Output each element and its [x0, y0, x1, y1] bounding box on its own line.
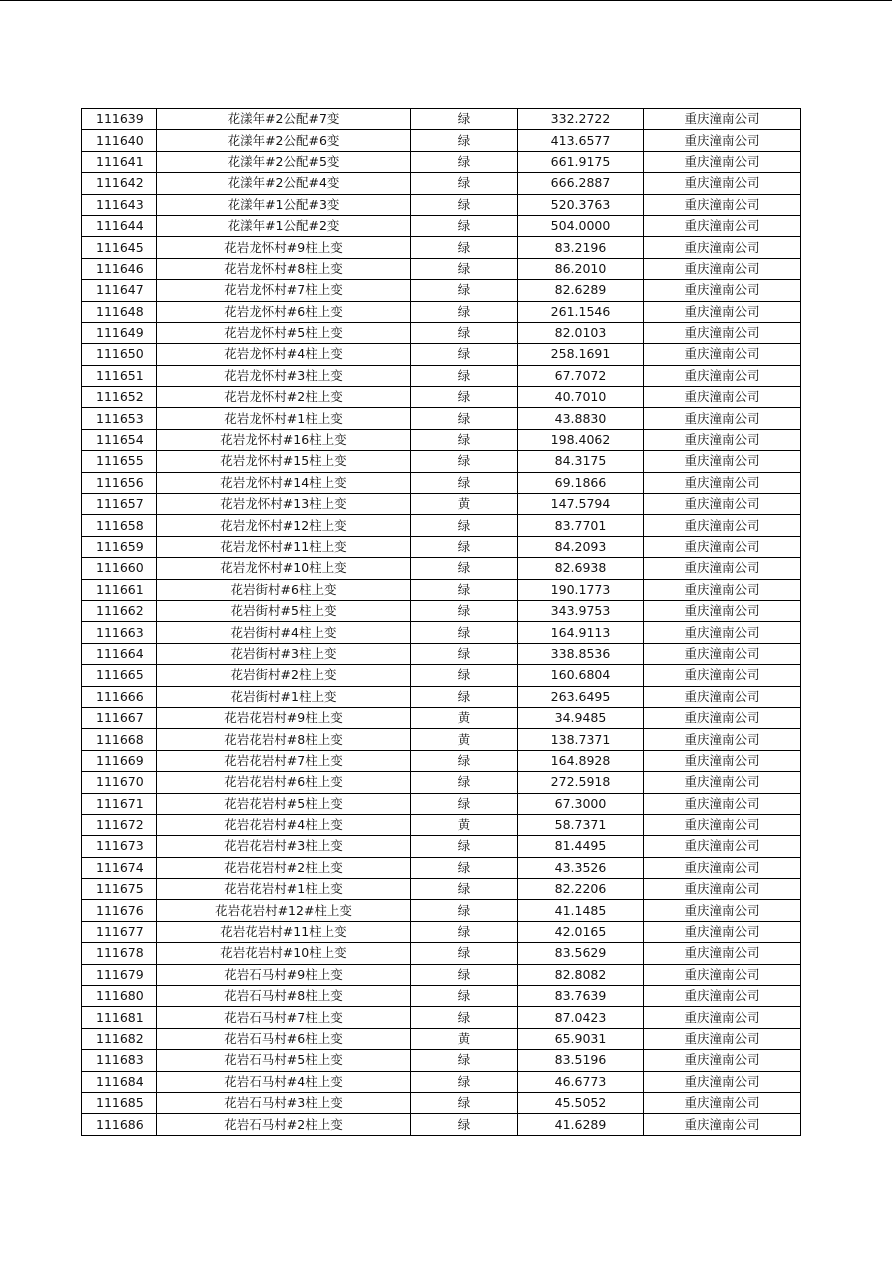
status-color-cell: 绿 [411, 301, 518, 322]
transformer-name-cell: 花岩龙怀村#6柱上变 [157, 301, 411, 322]
transformer-name-cell: 花岩花岩村#3柱上变 [157, 836, 411, 857]
table-row [82, 536, 801, 557]
status-color-cell: 绿 [411, 1050, 518, 1071]
status-color-cell: 黄 [411, 814, 518, 835]
table-row [82, 1071, 801, 1092]
status-color-cell: 绿 [411, 536, 518, 557]
table-row [82, 451, 801, 472]
table-row [82, 151, 801, 172]
status-color-cell: 黄 [411, 707, 518, 728]
transformer-name-cell: 花岩龙怀村#5柱上变 [157, 322, 411, 343]
status-color-cell: 绿 [411, 280, 518, 301]
table-row [82, 1092, 801, 1113]
transformer-name-cell: 花岩花岩村#7柱上变 [157, 750, 411, 771]
status-color-cell: 黄 [411, 494, 518, 515]
status-color-cell: 绿 [411, 387, 518, 408]
transformer-name-cell: 花岩花岩村#4柱上变 [157, 814, 411, 835]
status-color-cell: 绿 [411, 194, 518, 215]
company-cell: 重庆潼南公司 [644, 494, 801, 515]
status-color-cell: 黄 [411, 1028, 518, 1049]
table-row [82, 322, 801, 343]
company-cell: 重庆潼南公司 [644, 109, 801, 130]
table-row [82, 921, 801, 942]
company-cell: 重庆潼南公司 [644, 879, 801, 900]
value-cell: 43.8830 [518, 408, 644, 429]
transformer-name-cell: 花岩龙怀村#9柱上变 [157, 237, 411, 258]
table-row [82, 280, 801, 301]
company-cell: 重庆潼南公司 [644, 814, 801, 835]
id-cell: 111650 [82, 344, 157, 365]
transformer-name-cell: 花漾年#2公配#7变 [157, 109, 411, 130]
id-cell: 111643 [82, 194, 157, 215]
id-cell: 111655 [82, 451, 157, 472]
transformer-name-cell: 花漾年#2公配#6变 [157, 130, 411, 151]
company-cell: 重庆潼南公司 [644, 515, 801, 536]
id-cell: 111664 [82, 643, 157, 664]
id-cell: 111669 [82, 750, 157, 771]
status-color-cell: 绿 [411, 643, 518, 664]
status-color-cell: 绿 [411, 986, 518, 1007]
value-cell: 504.0000 [518, 215, 644, 236]
status-color-cell: 绿 [411, 579, 518, 600]
company-cell: 重庆潼南公司 [644, 900, 801, 921]
table-row [82, 1028, 801, 1049]
transformer-name-cell: 花岩龙怀村#12柱上变 [157, 515, 411, 536]
transformer-name-cell: 花岩龙怀村#1柱上变 [157, 408, 411, 429]
value-cell: 82.0103 [518, 322, 644, 343]
company-cell: 重庆潼南公司 [644, 729, 801, 750]
value-cell: 83.5629 [518, 943, 644, 964]
table-row [82, 814, 801, 835]
table-row [82, 258, 801, 279]
value-cell: 67.3000 [518, 793, 644, 814]
table-row [82, 215, 801, 236]
id-cell: 111674 [82, 857, 157, 878]
status-color-cell: 绿 [411, 879, 518, 900]
table-row [82, 686, 801, 707]
status-color-cell: 绿 [411, 173, 518, 194]
transformer-name-cell: 花岩花岩村#2柱上变 [157, 857, 411, 878]
table-row [82, 494, 801, 515]
id-cell: 111647 [82, 280, 157, 301]
company-cell: 重庆潼南公司 [644, 558, 801, 579]
table-row [82, 387, 801, 408]
id-cell: 111679 [82, 964, 157, 985]
status-color-cell: 绿 [411, 365, 518, 386]
value-cell: 42.0165 [518, 921, 644, 942]
value-cell: 83.7639 [518, 986, 644, 1007]
table-row [82, 194, 801, 215]
status-color-cell: 黄 [411, 729, 518, 750]
status-color-cell: 绿 [411, 600, 518, 621]
transformer-name-cell: 花岩街村#1柱上变 [157, 686, 411, 707]
transformer-name-cell: 花岩花岩村#6柱上变 [157, 772, 411, 793]
id-cell: 111665 [82, 665, 157, 686]
table-row [82, 964, 801, 985]
id-cell: 111660 [82, 558, 157, 579]
status-color-cell: 绿 [411, 237, 518, 258]
transformer-name-cell: 花岩花岩村#5柱上变 [157, 793, 411, 814]
status-color-cell: 绿 [411, 1071, 518, 1092]
id-cell: 111644 [82, 215, 157, 236]
id-cell: 111646 [82, 258, 157, 279]
id-cell: 111658 [82, 515, 157, 536]
table-row [82, 600, 801, 621]
id-cell: 111666 [82, 686, 157, 707]
transformer-name-cell: 花岩石马村#2柱上变 [157, 1114, 411, 1135]
company-cell: 重庆潼南公司 [644, 1114, 801, 1135]
value-cell: 263.6495 [518, 686, 644, 707]
value-cell: 338.8536 [518, 643, 644, 664]
status-color-cell: 绿 [411, 857, 518, 878]
transformer-name-cell: 花岩龙怀村#15柱上变 [157, 451, 411, 472]
id-cell: 111653 [82, 408, 157, 429]
value-cell: 164.8928 [518, 750, 644, 771]
table-row [82, 622, 801, 643]
status-color-cell: 绿 [411, 322, 518, 343]
value-cell: 190.1773 [518, 579, 644, 600]
transformer-name-cell: 花岩石马村#6柱上变 [157, 1028, 411, 1049]
company-cell: 重庆潼南公司 [644, 451, 801, 472]
status-color-cell: 绿 [411, 622, 518, 643]
table-row [82, 643, 801, 664]
table-row [82, 1050, 801, 1071]
transformer-name-cell: 花岩石马村#5柱上变 [157, 1050, 411, 1071]
company-cell: 重庆潼南公司 [644, 1007, 801, 1028]
id-cell: 111652 [82, 387, 157, 408]
value-cell: 67.7072 [518, 365, 644, 386]
value-cell: 413.6577 [518, 130, 644, 151]
table-row [82, 1114, 801, 1135]
table-row [82, 173, 801, 194]
value-cell: 87.0423 [518, 1007, 644, 1028]
transformer-name-cell: 花岩街村#3柱上变 [157, 643, 411, 664]
transformer-name-cell: 花漾年#2公配#5变 [157, 151, 411, 172]
id-cell: 111657 [82, 494, 157, 515]
company-cell: 重庆潼南公司 [644, 301, 801, 322]
value-cell: 520.3763 [518, 194, 644, 215]
status-color-cell: 绿 [411, 472, 518, 493]
transformer-name-cell: 花岩龙怀村#2柱上变 [157, 387, 411, 408]
company-cell: 重庆潼南公司 [644, 964, 801, 985]
id-cell: 111649 [82, 322, 157, 343]
status-color-cell: 绿 [411, 130, 518, 151]
company-cell: 重庆潼南公司 [644, 750, 801, 771]
status-color-cell: 绿 [411, 109, 518, 130]
company-cell: 重庆潼南公司 [644, 130, 801, 151]
transformer-name-cell: 花漾年#1公配#2变 [157, 215, 411, 236]
transformer-name-cell: 花岩龙怀村#13柱上变 [157, 494, 411, 515]
status-color-cell: 绿 [411, 943, 518, 964]
value-cell: 40.7010 [518, 387, 644, 408]
table-row [82, 879, 801, 900]
company-cell: 重庆潼南公司 [644, 536, 801, 557]
value-cell: 58.7371 [518, 814, 644, 835]
id-cell: 111676 [82, 900, 157, 921]
table-row [82, 579, 801, 600]
company-cell: 重庆潼南公司 [644, 986, 801, 1007]
transformer-name-cell: 花岩石马村#3柱上变 [157, 1092, 411, 1113]
status-color-cell: 绿 [411, 964, 518, 985]
table-row [82, 836, 801, 857]
company-cell: 重庆潼南公司 [644, 387, 801, 408]
company-cell: 重庆潼南公司 [644, 1050, 801, 1071]
value-cell: 84.2093 [518, 536, 644, 557]
company-cell: 重庆潼南公司 [644, 472, 801, 493]
company-cell: 重庆潼南公司 [644, 686, 801, 707]
value-cell: 45.5052 [518, 1092, 644, 1113]
value-cell: 86.2010 [518, 258, 644, 279]
id-cell: 111673 [82, 836, 157, 857]
id-cell: 111651 [82, 365, 157, 386]
id-cell: 111640 [82, 130, 157, 151]
company-cell: 重庆潼南公司 [644, 707, 801, 728]
value-cell: 84.3175 [518, 451, 644, 472]
value-cell: 164.9113 [518, 622, 644, 643]
value-cell: 258.1691 [518, 344, 644, 365]
status-color-cell: 绿 [411, 344, 518, 365]
status-color-cell: 绿 [411, 900, 518, 921]
company-cell: 重庆潼南公司 [644, 365, 801, 386]
transformer-name-cell: 花岩石马村#4柱上变 [157, 1071, 411, 1092]
value-cell: 160.6804 [518, 665, 644, 686]
table-row [82, 1007, 801, 1028]
transformer-name-cell: 花漾年#1公配#3变 [157, 194, 411, 215]
value-cell: 138.7371 [518, 729, 644, 750]
value-cell: 82.2206 [518, 879, 644, 900]
value-cell: 272.5918 [518, 772, 644, 793]
value-cell: 82.6289 [518, 280, 644, 301]
table-row [82, 515, 801, 536]
table-row [82, 943, 801, 964]
id-cell: 111684 [82, 1071, 157, 1092]
status-color-cell: 绿 [411, 772, 518, 793]
id-cell: 111680 [82, 986, 157, 1007]
transformer-name-cell: 花岩花岩村#12#柱上变 [157, 900, 411, 921]
id-cell: 111661 [82, 579, 157, 600]
company-cell: 重庆潼南公司 [644, 429, 801, 450]
value-cell: 34.9485 [518, 707, 644, 728]
company-cell: 重庆潼南公司 [644, 344, 801, 365]
table-row [82, 109, 801, 130]
status-color-cell: 绿 [411, 836, 518, 857]
transformer-name-cell: 花岩花岩村#8柱上变 [157, 729, 411, 750]
value-cell: 82.6938 [518, 558, 644, 579]
status-color-cell: 绿 [411, 215, 518, 236]
id-cell: 111670 [82, 772, 157, 793]
value-cell: 46.6773 [518, 1071, 644, 1092]
transformer-name-cell: 花岩花岩村#11柱上变 [157, 921, 411, 942]
value-cell: 41.6289 [518, 1114, 644, 1135]
company-cell: 重庆潼南公司 [644, 600, 801, 621]
company-cell: 重庆潼南公司 [644, 408, 801, 429]
company-cell: 重庆潼南公司 [644, 215, 801, 236]
transformer-name-cell: 花岩石马村#7柱上变 [157, 1007, 411, 1028]
company-cell: 重庆潼南公司 [644, 836, 801, 857]
company-cell: 重庆潼南公司 [644, 793, 801, 814]
company-cell: 重庆潼南公司 [644, 772, 801, 793]
table-row [82, 130, 801, 151]
company-cell: 重庆潼南公司 [644, 665, 801, 686]
value-cell: 43.3526 [518, 857, 644, 878]
id-cell: 111677 [82, 921, 157, 942]
company-cell: 重庆潼南公司 [644, 1071, 801, 1092]
value-cell: 83.5196 [518, 1050, 644, 1071]
table-body [82, 109, 801, 1136]
company-cell: 重庆潼南公司 [644, 1028, 801, 1049]
value-cell: 343.9753 [518, 600, 644, 621]
company-cell: 重庆潼南公司 [644, 943, 801, 964]
transformer-name-cell: 花岩龙怀村#4柱上变 [157, 344, 411, 365]
transformer-name-cell: 花岩花岩村#10柱上变 [157, 943, 411, 964]
company-cell: 重庆潼南公司 [644, 857, 801, 878]
transformer-name-cell: 花岩龙怀村#3柱上变 [157, 365, 411, 386]
status-color-cell: 绿 [411, 558, 518, 579]
company-cell: 重庆潼南公司 [644, 643, 801, 664]
table-row [82, 857, 801, 878]
id-cell: 111648 [82, 301, 157, 322]
id-cell: 111662 [82, 600, 157, 621]
transformer-name-cell: 花岩龙怀村#14柱上变 [157, 472, 411, 493]
transformer-name-cell: 花岩街村#2柱上变 [157, 665, 411, 686]
transformer-name-cell: 花漾年#2公配#4变 [157, 173, 411, 194]
company-cell: 重庆潼南公司 [644, 1092, 801, 1113]
status-color-cell: 绿 [411, 1114, 518, 1135]
value-cell: 83.2196 [518, 237, 644, 258]
id-cell: 111641 [82, 151, 157, 172]
status-color-cell: 绿 [411, 451, 518, 472]
company-cell: 重庆潼南公司 [644, 579, 801, 600]
table-row [82, 301, 801, 322]
transformer-name-cell: 花岩石马村#9柱上变 [157, 964, 411, 985]
id-cell: 111685 [82, 1092, 157, 1113]
id-cell: 111678 [82, 943, 157, 964]
id-cell: 111683 [82, 1050, 157, 1071]
id-cell: 111656 [82, 472, 157, 493]
transformer-name-cell: 花岩花岩村#9柱上变 [157, 707, 411, 728]
status-color-cell: 绿 [411, 151, 518, 172]
transformer-name-cell: 花岩石马村#8柱上变 [157, 986, 411, 1007]
transformer-name-cell: 花岩街村#5柱上变 [157, 600, 411, 621]
value-cell: 41.1485 [518, 900, 644, 921]
id-cell: 111668 [82, 729, 157, 750]
company-cell: 重庆潼南公司 [644, 258, 801, 279]
transformer-name-cell: 花岩街村#6柱上变 [157, 579, 411, 600]
id-cell: 111686 [82, 1114, 157, 1135]
id-cell: 111672 [82, 814, 157, 835]
id-cell: 111659 [82, 536, 157, 557]
value-cell: 661.9175 [518, 151, 644, 172]
status-color-cell: 绿 [411, 793, 518, 814]
table-row [82, 344, 801, 365]
transformer-table [81, 108, 801, 1136]
id-cell: 111663 [82, 622, 157, 643]
status-color-cell: 绿 [411, 515, 518, 536]
table-row [82, 408, 801, 429]
value-cell: 82.8082 [518, 964, 644, 985]
value-cell: 198.4062 [518, 429, 644, 450]
company-cell: 重庆潼南公司 [644, 622, 801, 643]
table-row [82, 750, 801, 771]
status-color-cell: 绿 [411, 750, 518, 771]
table-row [82, 429, 801, 450]
status-color-cell: 绿 [411, 665, 518, 686]
company-cell: 重庆潼南公司 [644, 921, 801, 942]
value-cell: 69.1866 [518, 472, 644, 493]
table-row [82, 772, 801, 793]
company-cell: 重庆潼南公司 [644, 151, 801, 172]
company-cell: 重庆潼南公司 [644, 173, 801, 194]
id-cell: 111667 [82, 707, 157, 728]
company-cell: 重庆潼南公司 [644, 322, 801, 343]
id-cell: 111675 [82, 879, 157, 900]
table-row [82, 986, 801, 1007]
status-color-cell: 绿 [411, 921, 518, 942]
company-cell: 重庆潼南公司 [644, 194, 801, 215]
transformer-name-cell: 花岩龙怀村#10柱上变 [157, 558, 411, 579]
table-row [82, 793, 801, 814]
value-cell: 261.1546 [518, 301, 644, 322]
id-cell: 111682 [82, 1028, 157, 1049]
company-cell: 重庆潼南公司 [644, 280, 801, 301]
id-cell: 111654 [82, 429, 157, 450]
transformer-name-cell: 花岩龙怀村#11柱上变 [157, 536, 411, 557]
table-row [82, 665, 801, 686]
status-color-cell: 绿 [411, 258, 518, 279]
id-cell: 111671 [82, 793, 157, 814]
status-color-cell: 绿 [411, 408, 518, 429]
value-cell: 65.9031 [518, 1028, 644, 1049]
company-cell: 重庆潼南公司 [644, 237, 801, 258]
table-row [82, 900, 801, 921]
value-cell: 332.2722 [518, 109, 644, 130]
value-cell: 81.4495 [518, 836, 644, 857]
value-cell: 83.7701 [518, 515, 644, 536]
table-row [82, 707, 801, 728]
id-cell: 111645 [82, 237, 157, 258]
transformer-name-cell: 花岩龙怀村#7柱上变 [157, 280, 411, 301]
status-color-cell: 绿 [411, 686, 518, 707]
transformer-name-cell: 花岩龙怀村#8柱上变 [157, 258, 411, 279]
transformer-name-cell: 花岩街村#4柱上变 [157, 622, 411, 643]
table-row [82, 472, 801, 493]
status-color-cell: 绿 [411, 1007, 518, 1028]
table-row [82, 558, 801, 579]
value-cell: 147.5794 [518, 494, 644, 515]
table-row [82, 729, 801, 750]
status-color-cell: 绿 [411, 429, 518, 450]
status-color-cell: 绿 [411, 1092, 518, 1113]
page-top-border [0, 0, 892, 1]
table-row [82, 365, 801, 386]
transformer-name-cell: 花岩花岩村#1柱上变 [157, 879, 411, 900]
id-cell: 111642 [82, 173, 157, 194]
transformer-name-cell: 花岩龙怀村#16柱上变 [157, 429, 411, 450]
value-cell: 666.2887 [518, 173, 644, 194]
id-cell: 111681 [82, 1007, 157, 1028]
table-row [82, 237, 801, 258]
id-cell: 111639 [82, 109, 157, 130]
